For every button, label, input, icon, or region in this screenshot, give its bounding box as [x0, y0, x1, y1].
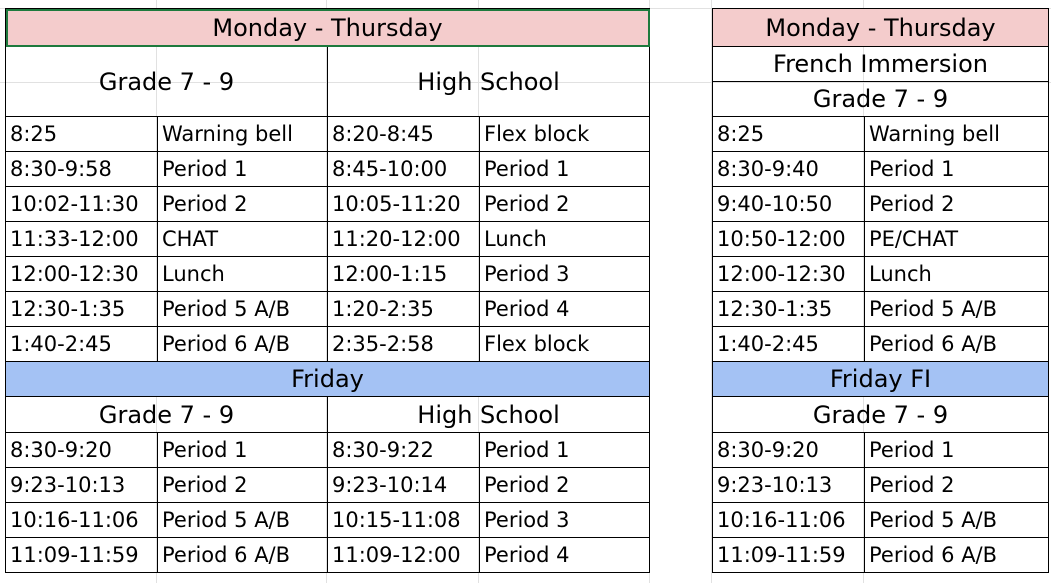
time-cell[interactable]: 10:15-11:08	[328, 503, 480, 538]
fri-grade-header[interactable]: Grade 7 - 9	[6, 397, 328, 433]
schedule-row	[6, 222, 650, 257]
schedule-row	[6, 187, 650, 222]
schedule-row	[713, 152, 1049, 187]
time-cell[interactable]: 8:30-9:40	[713, 152, 865, 187]
fi-mt-header-cell[interactable]: Monday - Thursday	[713, 9, 1049, 47]
time-cell[interactable]: 9:40-10:50	[713, 187, 865, 222]
activity-cell[interactable]: PE/CHAT	[865, 222, 1049, 257]
schedule-row	[6, 433, 650, 468]
time-cell[interactable]: 8:25	[6, 117, 158, 152]
time-cell[interactable]: 9:23-10:13	[6, 468, 158, 503]
time-cell[interactable]: 2:35-2:58	[328, 327, 480, 362]
schedule-row	[6, 292, 650, 327]
time-cell[interactable]: 8:45-10:00	[328, 152, 480, 187]
fri-highschool-header[interactable]: High School	[328, 397, 650, 433]
activity-cell[interactable]: Lunch	[158, 257, 328, 292]
activity-cell[interactable]: Period 2	[865, 187, 1049, 222]
time-cell[interactable]: 10:50-12:00	[713, 222, 865, 257]
time-cell[interactable]: 8:30-9:20	[713, 433, 865, 468]
schedule-row	[713, 187, 1049, 222]
activity-cell[interactable]: Period 2	[158, 468, 328, 503]
schedule-row	[6, 538, 650, 573]
time-cell[interactable]: 12:30-1:35	[6, 292, 158, 327]
schedule-row	[6, 468, 650, 503]
activity-cell[interactable]: Period 1	[480, 433, 650, 468]
activity-cell[interactable]: Lunch	[865, 257, 1049, 292]
schedule-row	[6, 257, 650, 292]
right-schedule	[712, 8, 1049, 573]
schedule-row	[6, 327, 650, 362]
left-mt-rows	[6, 117, 650, 362]
schedule-row	[6, 117, 650, 152]
left-schedule	[5, 8, 650, 573]
activity-cell[interactable]: Period 5 A/B	[865, 292, 1049, 327]
activity-cell[interactable]: Period 5 A/B	[158, 292, 328, 327]
schedule-row	[713, 292, 1049, 327]
activity-cell[interactable]: Period 1	[865, 433, 1049, 468]
right-fri-rows	[713, 433, 1049, 573]
activity-cell[interactable]: Period 6 A/B	[865, 538, 1049, 573]
schedule-row	[713, 433, 1049, 468]
activity-cell[interactable]: Period 2	[480, 187, 650, 222]
fi-fri-grade-header[interactable]: Grade 7 - 9	[713, 397, 1049, 433]
right-mt-rows	[713, 117, 1049, 362]
time-cell[interactable]: 8:30-9:58	[6, 152, 158, 187]
mt-header-cell[interactable]: Monday - Thursday	[6, 9, 650, 47]
activity-cell[interactable]: Period 1	[158, 152, 328, 187]
time-cell[interactable]: 12:30-1:35	[713, 292, 865, 327]
schedule-row	[713, 222, 1049, 257]
schedule-row	[713, 327, 1049, 362]
time-cell[interactable]: 10:05-11:20	[328, 187, 480, 222]
activity-cell[interactable]: Lunch	[480, 222, 650, 257]
time-cell[interactable]: 11:09-11:59	[6, 538, 158, 573]
left-fri-rows	[6, 433, 650, 573]
activity-cell[interactable]: CHAT	[158, 222, 328, 257]
fi-mt-grade-header[interactable]: Grade 7 - 9	[713, 82, 1049, 117]
activity-cell[interactable]: Warning bell	[865, 117, 1049, 152]
time-cell[interactable]: 11:09-11:59	[713, 538, 865, 573]
activity-cell[interactable]: Period 5 A/B	[865, 503, 1049, 538]
activity-cell[interactable]: Period 4	[480, 538, 650, 573]
activity-cell[interactable]: Period 3	[480, 503, 650, 538]
activity-cell[interactable]: Period 2	[480, 468, 650, 503]
activity-cell[interactable]: Period 2	[865, 468, 1049, 503]
fi-subtitle[interactable]: French Immersion	[713, 47, 1049, 82]
activity-cell[interactable]: Period 1	[480, 152, 650, 187]
activity-cell[interactable]: Period 6 A/B	[865, 327, 1049, 362]
time-cell[interactable]: 8:20-8:45	[328, 117, 480, 152]
activity-cell[interactable]: Period 6 A/B	[158, 538, 328, 573]
schedule-row	[713, 117, 1049, 152]
time-cell[interactable]: 9:23-10:14	[328, 468, 480, 503]
time-cell[interactable]: 12:00-12:30	[6, 257, 158, 292]
right-schedule-table	[712, 8, 1049, 573]
time-cell[interactable]: 8:30-9:20	[6, 433, 158, 468]
time-cell[interactable]: 10:16-11:06	[6, 503, 158, 538]
activity-cell[interactable]: Period 3	[480, 257, 650, 292]
schedule-row	[713, 257, 1049, 292]
fi-friday-header-cell[interactable]: Friday FI	[713, 362, 1049, 397]
time-cell[interactable]: 11:20-12:00	[328, 222, 480, 257]
activity-cell[interactable]: Flex block	[480, 117, 650, 152]
activity-cell[interactable]: Period 5 A/B	[158, 503, 328, 538]
time-cell[interactable]: 8:30-9:22	[328, 433, 480, 468]
time-cell[interactable]: 12:00-1:15	[328, 257, 480, 292]
activity-cell[interactable]: Period 1	[158, 433, 328, 468]
schedule-row	[6, 152, 650, 187]
mt-highschool-header[interactable]: High School	[328, 47, 650, 117]
time-cell[interactable]: 10:02-11:30	[6, 187, 158, 222]
activity-cell[interactable]: Period 2	[158, 187, 328, 222]
left-schedule-table	[5, 8, 650, 573]
activity-cell[interactable]: Period 4	[480, 292, 650, 327]
schedule-row	[713, 538, 1049, 573]
friday-header-cell[interactable]: Friday	[6, 362, 650, 397]
schedule-row	[6, 503, 650, 538]
activity-cell[interactable]: Flex block	[480, 327, 650, 362]
activity-cell[interactable]: Period 1	[865, 152, 1049, 187]
activity-cell[interactable]: Period 6 A/B	[158, 327, 328, 362]
mt-grade-header[interactable]: Grade 7 - 9	[6, 47, 328, 117]
time-cell[interactable]: 9:23-10:13	[713, 468, 865, 503]
time-cell[interactable]: 10:16-11:06	[713, 503, 865, 538]
time-cell[interactable]: 8:25	[713, 117, 865, 152]
time-cell[interactable]: 1:40-2:45	[713, 327, 865, 362]
activity-cell[interactable]: Warning bell	[158, 117, 328, 152]
time-cell[interactable]: 1:20-2:35	[328, 292, 480, 327]
schedule-row	[713, 468, 1049, 503]
time-cell[interactable]: 1:40-2:45	[6, 327, 158, 362]
time-cell[interactable]: 11:09-12:00	[328, 538, 480, 573]
time-cell[interactable]: 12:00-12:30	[713, 257, 865, 292]
time-cell[interactable]: 11:33-12:00	[6, 222, 158, 257]
schedule-row	[713, 503, 1049, 538]
